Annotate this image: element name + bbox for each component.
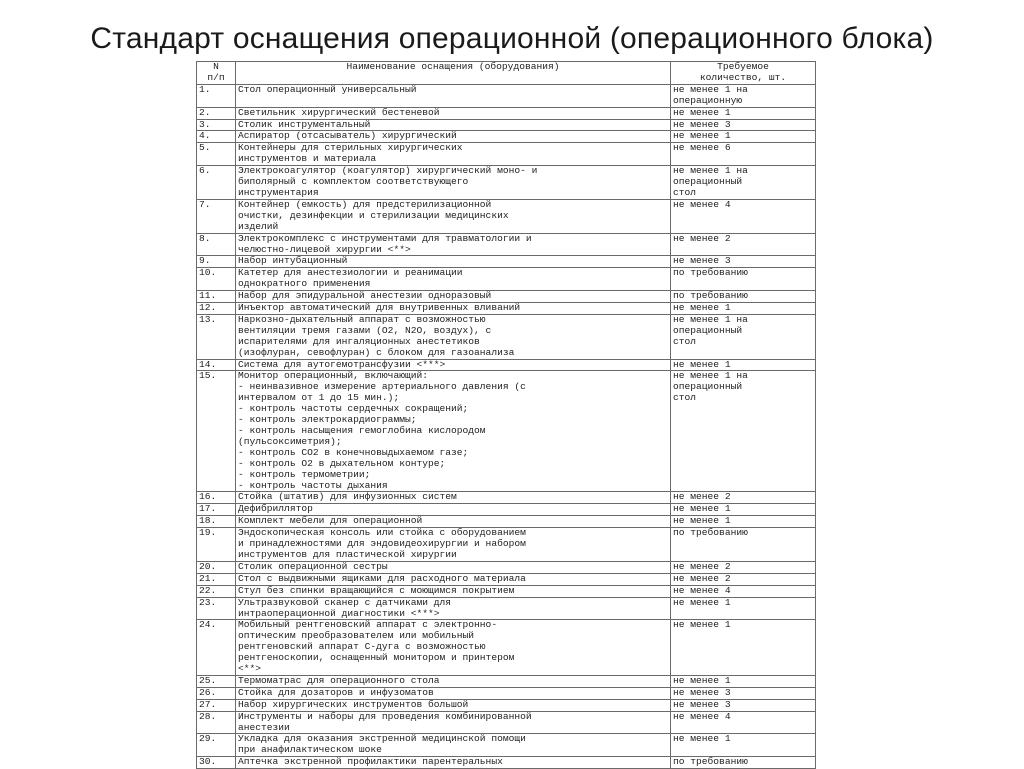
row-required-quantity: по требованию [671,268,816,291]
row-equipment-name: Столик инструментальный [236,119,671,131]
row-equipment-name: Инъектор автоматический для внутривенных вливаний [236,303,671,315]
row-equipment-name: Набор хирургических инструментов большой [236,699,671,711]
row-required-quantity: не менее 2 [671,573,816,585]
row-number: 11. [197,291,236,303]
row-required-quantity: не менее 1 [671,620,816,676]
row-equipment-name: Контейнеры для стерильных хирургических инструментов и материала [236,143,671,166]
row-equipment-name: Мобильный рентгеновский аппарат с электронно- оптическим преобразователем или мобильный рентгеновский аппарат С-дуга с возможностью рентгеноскопии, оснащенный монитором и принтером <**> [236,620,671,676]
table-row [197,143,816,166]
row-equipment-name: Инструменты и наборы для проведения комбинированной анестезии [236,711,671,734]
row-number: 5. [197,143,236,166]
row-equipment-name: Аптечка экстренной профилактики парентеральных [236,757,671,769]
row-required-quantity: не менее 2 [671,492,816,504]
row-required-quantity: не менее 1 [671,597,816,620]
row-number: 24. [197,620,236,676]
row-required-quantity: не менее 1 [671,131,816,143]
row-number: 18. [197,516,236,528]
row-required-quantity: не менее 3 [671,256,816,268]
row-number: 22. [197,585,236,597]
row-required-quantity: по требованию [671,528,816,562]
row-number: 16. [197,492,236,504]
row-number: 7. [197,199,236,233]
row-required-quantity: не менее 1 [671,675,816,687]
row-equipment-name: Дефибриллятор [236,504,671,516]
table-row [197,233,816,256]
table-row [197,675,816,687]
row-required-quantity: не менее 1 [671,359,816,371]
row-number: 17. [197,504,236,516]
row-required-quantity: не менее 3 [671,699,816,711]
row-equipment-name: Аспиратор (отсасыватель) хирургический [236,131,671,143]
row-equipment-name: Катетер для анестезиологии и реанимации однократного применения [236,268,671,291]
table-header-row [197,62,816,85]
row-required-quantity: не менее 3 [671,119,816,131]
row-number: 12. [197,303,236,315]
table-row [197,561,816,573]
row-equipment-name: Стол с выдвижными ящиками для расходного материала [236,573,671,585]
table-row [197,371,816,492]
row-equipment-name: Стойка (штатив) для инфузионных систем [236,492,671,504]
table-row [197,84,816,107]
row-required-quantity: не менее 4 [671,199,816,233]
row-required-quantity: не менее 4 [671,711,816,734]
header-equipment-name: Наименование оснащения (оборудования) [236,62,671,85]
row-equipment-name: Контейнер (емкость) для предстерилизационной очистки, дезинфекции и стерилизации медицинских изделий [236,199,671,233]
row-required-quantity: не менее 1 [671,504,816,516]
row-equipment-name: Стойка для дозаторов и инфузоматов [236,687,671,699]
row-required-quantity: не менее 1 [671,734,816,757]
row-required-quantity: не менее 1 на операционный стол [671,314,816,359]
table-row [197,492,816,504]
table-row [197,314,816,359]
table-row [197,528,816,562]
row-equipment-name: Комплект мебели для операционной [236,516,671,528]
row-number: 27. [197,699,236,711]
table-row [197,620,816,676]
row-number: 9. [197,256,236,268]
table-row [197,687,816,699]
row-equipment-name: Набор для эпидуральной анестезии одноразовый [236,291,671,303]
row-equipment-name: Система для аутогемотрансфузии <***> [236,359,671,371]
row-required-quantity: не менее 1 на операционный стол [671,371,816,492]
table-row [197,711,816,734]
row-number: 4. [197,131,236,143]
header-number: N п/п [197,62,236,85]
row-required-quantity: не менее 2 [671,561,816,573]
table-row [197,516,816,528]
row-number: 1. [197,84,236,107]
equipment-table [196,61,816,769]
table-row [197,131,816,143]
row-required-quantity: не менее 1 на операционную [671,84,816,107]
row-required-quantity: не менее 6 [671,143,816,166]
table-row [197,699,816,711]
row-equipment-name: Столик операционной сестры [236,561,671,573]
row-number: 20. [197,561,236,573]
row-equipment-name: Термоматрас для операционного стола [236,675,671,687]
table-row [197,166,816,200]
row-number: 29. [197,734,236,757]
row-number: 30. [197,757,236,769]
table-row [197,359,816,371]
row-equipment-name: Укладка для оказания экстренной медицинской помощи при анафилактическом шоке [236,734,671,757]
row-number: 6. [197,166,236,200]
table-row [197,119,816,131]
table-row [197,597,816,620]
row-number: 23. [197,597,236,620]
row-equipment-name: Наркозно-дыхательный аппарат с возможностью вентиляции тремя газами (О2, N2О, воздух), с испарителями для ингаляционных анестетиков (изофлуран, севофлуран) с блоком для газоанализа [236,314,671,359]
row-required-quantity: не менее 1 [671,107,816,119]
table-row [197,585,816,597]
row-required-quantity: не менее 1 на операционный стол [671,166,816,200]
row-required-quantity: не менее 1 [671,516,816,528]
row-number: 15. [197,371,236,492]
row-number: 10. [197,268,236,291]
row-equipment-name: Набор интубационный [236,256,671,268]
row-equipment-name: Монитор операционный, включающий: - неинвазивное измерение артериального давления (с интервалом от 1 до 15 мин.); - контроль частоты сердечных сокращений; - контроль электрокардиограммы; - контроль насыщения гемоглобина кислородом (пульсоксиметрия); - контроль СО2 в конечновыдыхаемом газе; - контроль О2 в дыхательном контуре; - контроль термометрии; - контроль частоты дыхания [236,371,671,492]
table-row [197,291,816,303]
table-row [197,573,816,585]
table-row [197,199,816,233]
row-required-quantity: по требованию [671,757,816,769]
row-required-quantity: не менее 2 [671,233,816,256]
equipment-standard-document [196,61,815,769]
row-number: 13. [197,314,236,359]
row-number: 2. [197,107,236,119]
row-equipment-name: Ультразвуковой сканер с датчиками для интраоперационной диагностики <***> [236,597,671,620]
table-row [197,504,816,516]
row-number: 14. [197,359,236,371]
row-number: 3. [197,119,236,131]
row-number: 28. [197,711,236,734]
row-required-quantity: не менее 1 [671,303,816,315]
row-equipment-name: Электрокоагулятор (коагулятор) хирургический моно- и биполярный с комплектом соответствующего инструментария [236,166,671,200]
row-equipment-name: Эндоскопическая консоль или стойка с оборудованием и принадлежностями для эндовидеохирургии и набором инструментов для пластической хирургии [236,528,671,562]
row-equipment-name: Стол операционный универсальный [236,84,671,107]
row-required-quantity: по требованию [671,291,816,303]
table-row [197,734,816,757]
row-equipment-name: Стул без спинки вращающийся с моющимся покрытием [236,585,671,597]
page-title: Стандарт оснащения операционной (операционного блока) [90,22,934,55]
row-number: 26. [197,687,236,699]
row-number: 21. [197,573,236,585]
table-row [197,256,816,268]
header-required-quantity: Требуемое количество, шт. [671,62,816,85]
table-row [197,303,816,315]
table-row [197,107,816,119]
row-equipment-name: Электрокомплекс с инструментами для травматологии и челюстно-лицевой хирургии <**> [236,233,671,256]
table-body [197,84,816,768]
row-number: 25. [197,675,236,687]
row-number: 19. [197,528,236,562]
row-required-quantity: не менее 3 [671,687,816,699]
row-number: 8. [197,233,236,256]
row-required-quantity: не менее 4 [671,585,816,597]
row-equipment-name: Светильник хирургический бестеневой [236,107,671,119]
table-row [197,268,816,291]
